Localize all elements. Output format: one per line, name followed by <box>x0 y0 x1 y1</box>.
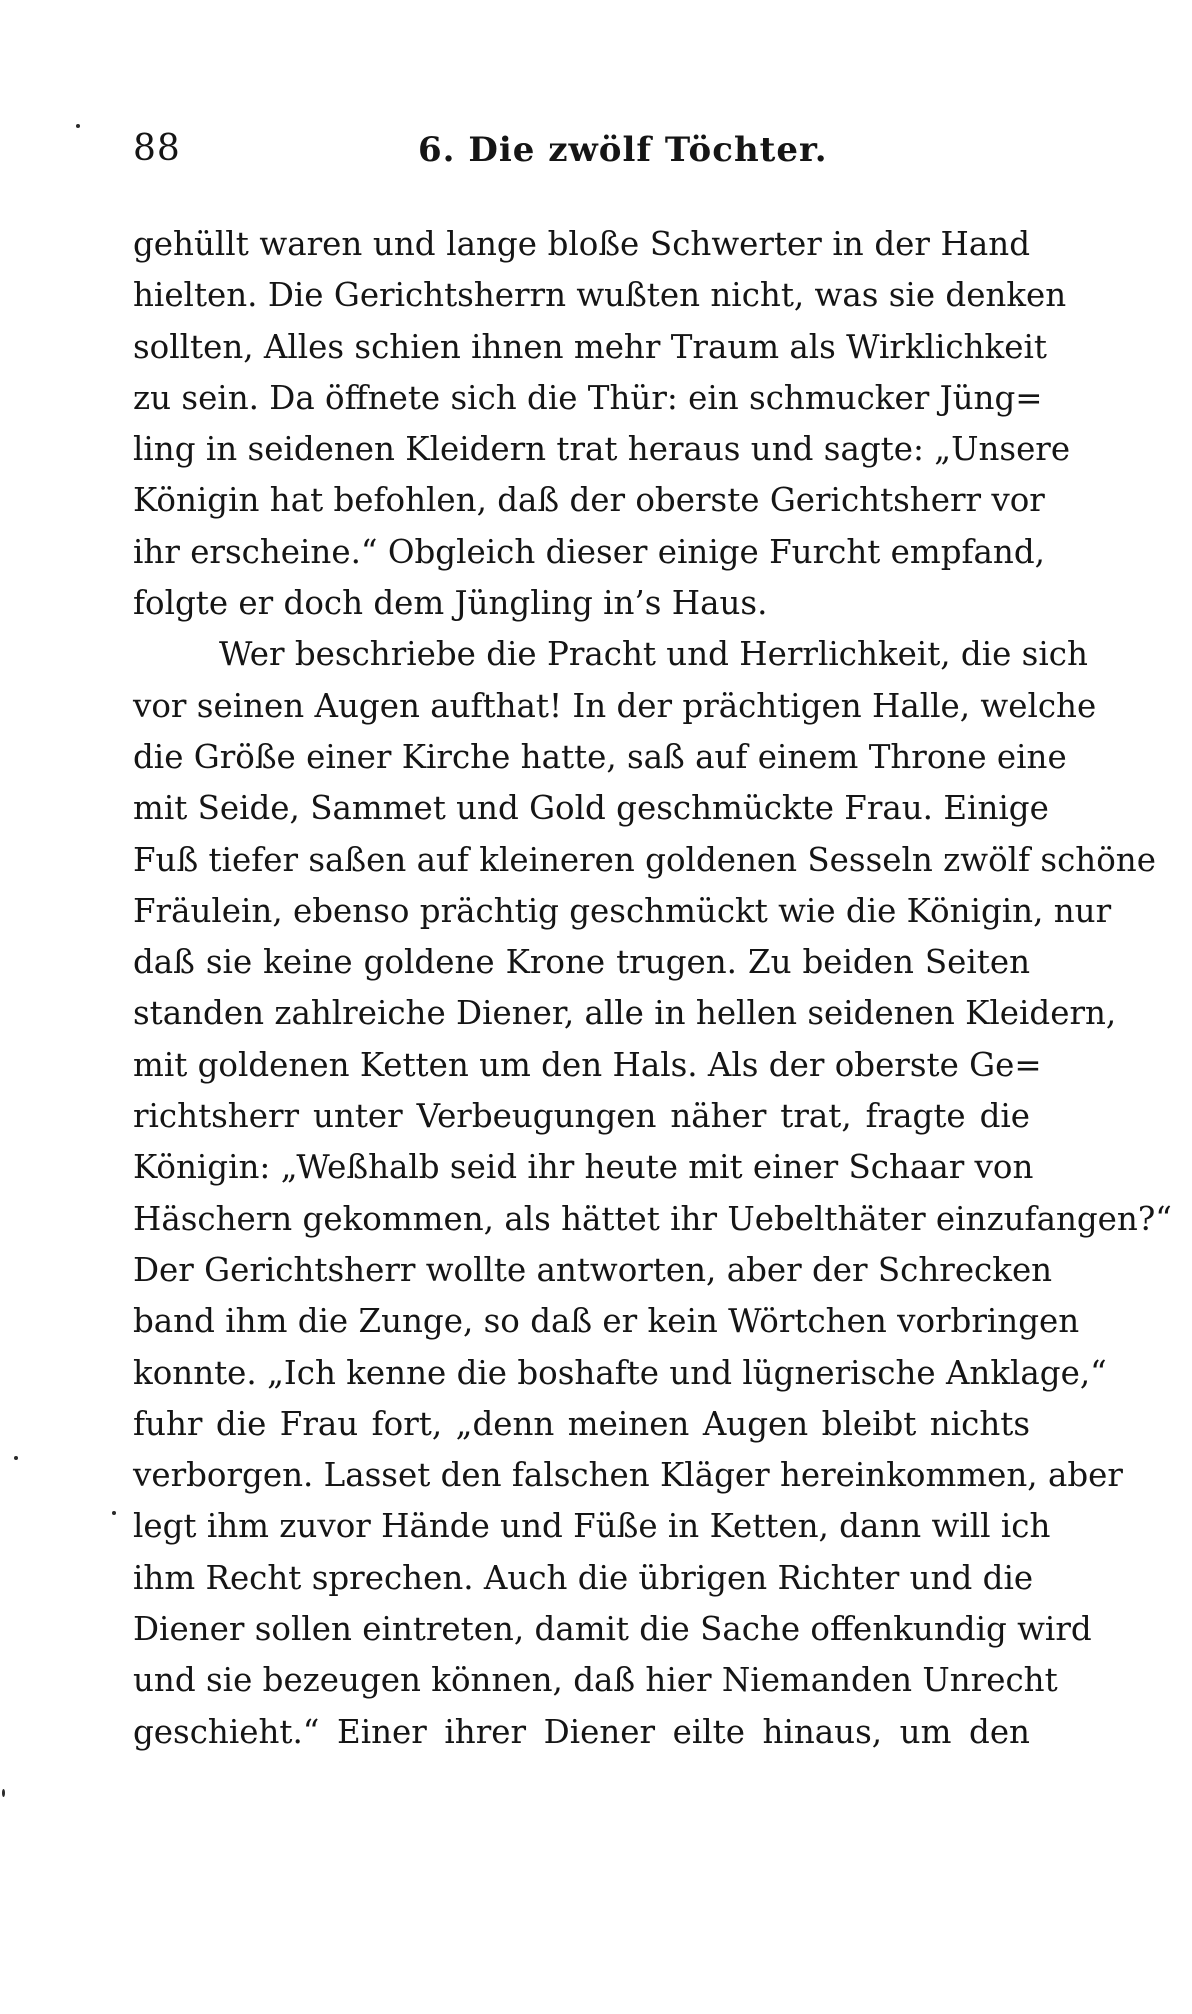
paper-speck <box>14 1456 18 1460</box>
text-line: zu sein. Da öffnete sich die Thür: ein schmucker Jüng= <box>133 378 1043 417</box>
paper-speck <box>76 124 80 128</box>
paper-speck <box>112 1511 116 1515</box>
text-line: vor seinen Augen aufthat! In der prächtigen Halle, welche <box>133 686 1097 725</box>
text-line: fuhr die Frau fort, „denn meinen Augen bleibt nichts <box>133 1404 1030 1443</box>
text-line: Fuß tiefer saßen auf kleineren goldenen Sesseln zwölf schöne <box>133 840 1156 879</box>
text-line: Königin: „Weßhalb seid ihr heute mit einer Schaar von <box>133 1148 1034 1187</box>
text-line: konnte. „Ich kenne die boshafte und lügnerische Anklage,“ <box>133 1353 1107 1392</box>
text-line: band ihm die Zunge, so daß er kein Wörtchen vorbringen <box>133 1302 1080 1341</box>
text-line: und sie bezeugen können, daß hier Niemanden Unrecht <box>133 1661 1058 1700</box>
text-line: Der Gerichtsherr wollte antworten, aber der Schrecken <box>133 1250 1053 1289</box>
text-line: mit goldenen Ketten um den Hals. Als der oberste Ge= <box>133 1045 1042 1084</box>
running-title: 6. Die zwölf Töchter. <box>418 130 828 170</box>
paragraph-start-line: Wer beschriebe die Pracht und Herrlichkeit, die sich <box>219 635 1088 674</box>
text-line: richtsherr unter Verbeugungen näher trat, fragte die <box>133 1097 1030 1136</box>
text-line: verborgen. Lasset den falschen Kläger hereinkommen, aber <box>133 1456 1123 1495</box>
page-number: 88 <box>133 128 181 169</box>
text-line: die Größe einer Kirche hatte, saß auf einem Throne eine <box>133 737 1067 776</box>
text-line: Fräulein, ebenso prächtig geschmückt wie die Königin, nur <box>133 891 1112 930</box>
text-line: Königin hat befohlen, daß der oberste Gerichtsherr vor <box>133 481 1045 520</box>
text-line: gehüllt waren und lange bloße Schwerter in der Hand <box>133 225 1030 263</box>
text-line: ihm Recht sprechen. Auch die übrigen Richter und die <box>133 1558 1034 1597</box>
paragraph-end-line: folgte er doch dem Jüngling in’s Haus. <box>133 584 768 623</box>
body-text <box>133 219 1172 1758</box>
paper-speck <box>2 1789 5 1797</box>
text-line: legt ihm zuvor Hände und Füße in Ketten, dann will ich <box>133 1507 1051 1546</box>
text-line: standen zahlreiche Diener, alle in hellen seidenen Kleidern, <box>133 994 1117 1033</box>
text-line: ihr erscheine.“ Obgleich dieser einige Furcht empfand, <box>133 532 1045 571</box>
text-line: daß sie keine goldene Krone trugen. Zu beiden Seiten <box>133 943 1030 982</box>
text-line: mit Seide, Sammet und Gold geschmückte Frau. Einige <box>133 789 1049 828</box>
text-line: Diener sollen eintreten, damit die Sache offenkundig wird <box>133 1610 1092 1649</box>
page-header <box>133 128 1033 178</box>
text-line: geschieht.“ Einer ihrer Diener eilte hinaus, um den <box>133 1712 1030 1751</box>
text-line: Häschern gekommen, als hättet ihr Uebelthäter einzufangen?“ <box>133 1199 1172 1238</box>
text-line: ling in seidenen Kleidern trat heraus und sagte: „Unsere <box>133 430 1071 469</box>
text-line: sollten, Alles schien ihnen mehr Traum als Wirklichkeit <box>133 327 1047 366</box>
text-line: hielten. Die Gerichtsherrn wußten nicht, was sie denken <box>133 276 1067 315</box>
